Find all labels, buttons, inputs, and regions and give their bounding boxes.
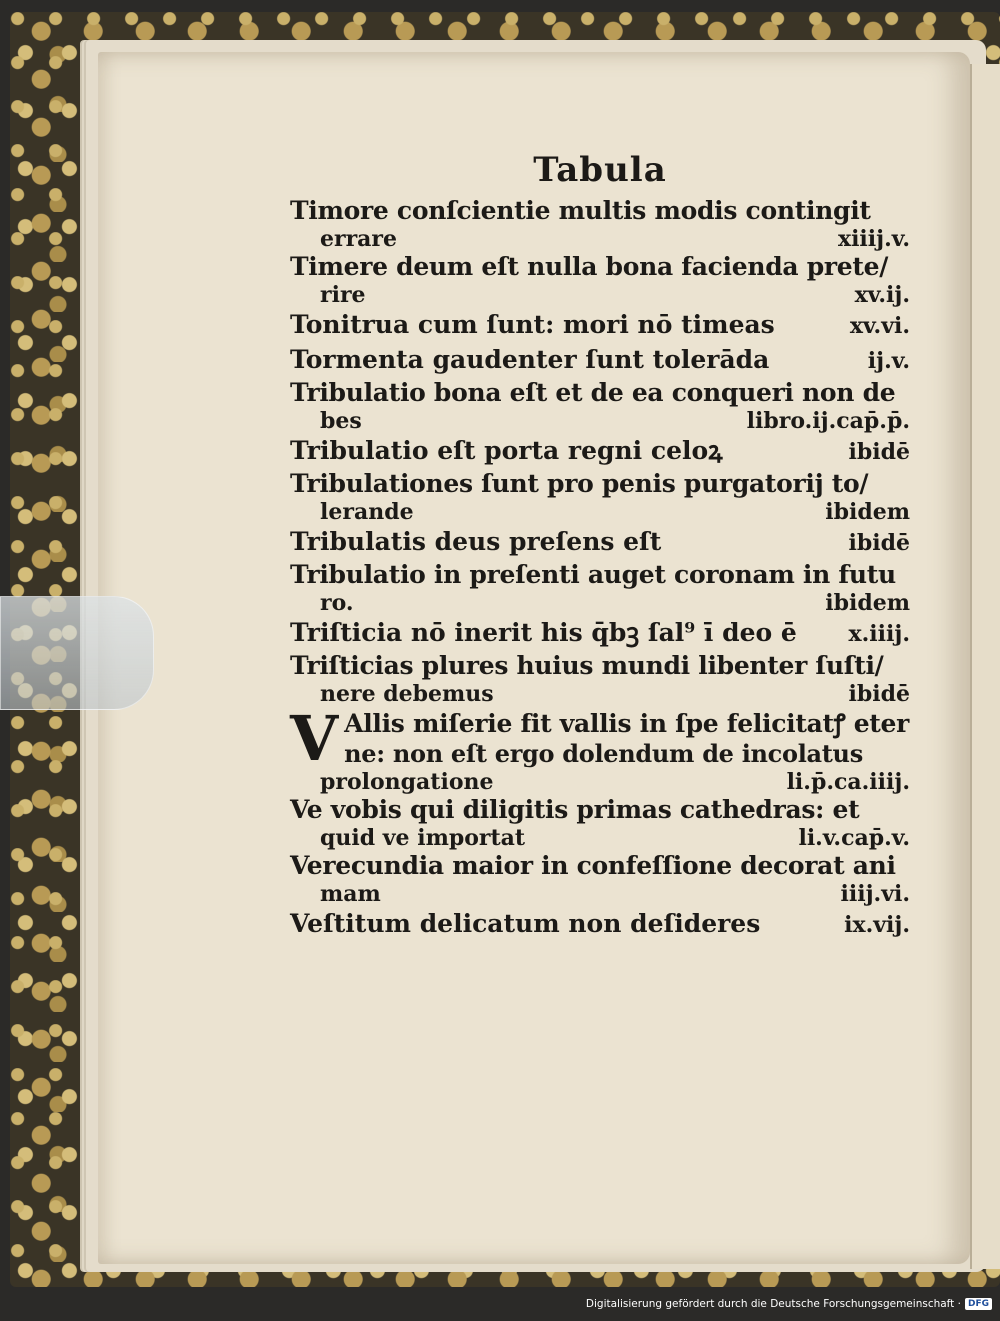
- entry-reference: libro.ij.cap̄.p̄.: [746, 408, 910, 434]
- entry-reference: li.p̄.ca.iiij.: [786, 769, 910, 795]
- entry-line-last: [290, 769, 910, 795]
- entry-line: Timere deum eſt nulla bona facienda prete/: [290, 252, 889, 281]
- index-entry: [290, 907, 910, 942]
- entry-reference: ibidē: [848, 530, 910, 556]
- index-entries-v: [290, 795, 910, 942]
- entry-continuation: quid ve importat: [320, 825, 526, 851]
- entry-continuation: nere debemus: [320, 681, 494, 707]
- entry-reference: x.iiij.: [848, 621, 910, 647]
- index-entries-t: [290, 196, 910, 707]
- entry-line: [290, 308, 910, 343]
- index-entry: [290, 795, 910, 851]
- entry-reference: xv.vi.: [849, 313, 910, 339]
- entry-line-last: [290, 282, 910, 308]
- entry-reference: ibidē: [848, 681, 910, 707]
- index-entry: [290, 252, 910, 308]
- entry-text: Tonitrua cum ſunt: mori nō timeas: [290, 310, 775, 339]
- entry-line: Verecundia maior in confeſſione decorat ani: [290, 851, 896, 880]
- entry-line: Tribulationes ſunt pro penis purgatorij to/: [290, 469, 869, 498]
- entry-line: Tribulatio in preſenti auget coronam in futu: [290, 560, 896, 589]
- index-text: [290, 150, 910, 942]
- index-entry: [290, 343, 910, 378]
- entry-text: Tribulatio eſt porta regni celoꝝ: [290, 436, 723, 465]
- entry-line: [290, 343, 910, 378]
- entry-line: Tribulatio bona eſt et de ea conqueri non de: [290, 378, 896, 407]
- page-heading: Tabula: [533, 150, 667, 190]
- index-entry: [290, 434, 910, 469]
- entry-line-last: [290, 825, 910, 851]
- index-entry: [290, 525, 910, 560]
- entry-line-last: [290, 499, 910, 525]
- entry-reference: ix.vij.: [844, 912, 910, 938]
- entry-line: Timore conſcientie multis modis contingit: [290, 196, 871, 225]
- entry-line: Ve vobis qui diligitis primas cathedras: et: [290, 795, 860, 824]
- entry-reference: ibidem: [825, 499, 910, 525]
- index-entry: [290, 560, 910, 616]
- entry-continuation: prolongatione: [320, 769, 494, 795]
- index-entry-vallis: [290, 702, 910, 795]
- page-holder-clip: [0, 596, 154, 710]
- entry-text: Tormenta gaudenter ſunt tolerāda: [290, 345, 770, 374]
- index-entry: [290, 308, 910, 343]
- entry-continuation: bes: [320, 408, 362, 434]
- entry-continuation: rire: [320, 282, 366, 308]
- entry-continuation: mam: [320, 881, 381, 907]
- entry-text: Veſtitum delicatum non deſideres: [290, 909, 761, 938]
- entry-line-last: [290, 226, 910, 252]
- entry-continuation: lerande: [320, 499, 414, 525]
- entry-line: [290, 907, 910, 942]
- dfg-logo: DFG: [965, 1298, 992, 1310]
- index-entry: [290, 378, 910, 434]
- entry-line-last: [290, 408, 910, 434]
- entry-line: ne: non eſt ergo dolendum de incolatus: [344, 739, 863, 768]
- decorated-initial: V: [290, 702, 339, 775]
- entry-reference: ibidē: [848, 439, 910, 465]
- entry-line: Allis miſerie fit vallis in ſpe felicitatꝭ eter: [344, 709, 910, 738]
- entry-reference: ij.v.: [867, 348, 910, 374]
- entry-reference: ibidem: [825, 590, 910, 616]
- entry-line: Triſticias plures huius mundi libenter ſuſti/: [290, 651, 884, 680]
- entry-line-last: [290, 590, 910, 616]
- entry-text: Tribulatis deus preſens eſt: [290, 527, 662, 556]
- entry-line: [290, 525, 910, 560]
- entry-line-last: [290, 881, 910, 907]
- entry-reference: li.v.cap̄.v.: [798, 825, 910, 851]
- facing-page-edge: [970, 64, 1000, 1269]
- credit-text: Digitalisierung gefördert durch die Deutsche Forschungsgemeinschaft ·: [585, 1298, 961, 1310]
- index-entry: [290, 651, 910, 707]
- index-entry: [290, 616, 910, 651]
- index-entry: [290, 196, 910, 252]
- entry-line: [290, 434, 910, 469]
- entry-line-last: [290, 681, 910, 707]
- entry-line: [290, 616, 910, 651]
- entry-continuation: ro.: [320, 590, 354, 616]
- digitization-credit: [586, 1293, 992, 1315]
- index-entry: [290, 851, 910, 907]
- index-entry: [290, 469, 910, 525]
- entry-text: Triſticia nō inerit his q̄bꝫ ſal⁹ ī deo ē: [290, 618, 797, 647]
- entry-reference: xv.ij.: [854, 282, 910, 308]
- entry-reference: iiij.vi.: [840, 881, 910, 907]
- entry-continuation: errare: [320, 226, 398, 252]
- entry-reference: xiiij.v.: [837, 226, 910, 252]
